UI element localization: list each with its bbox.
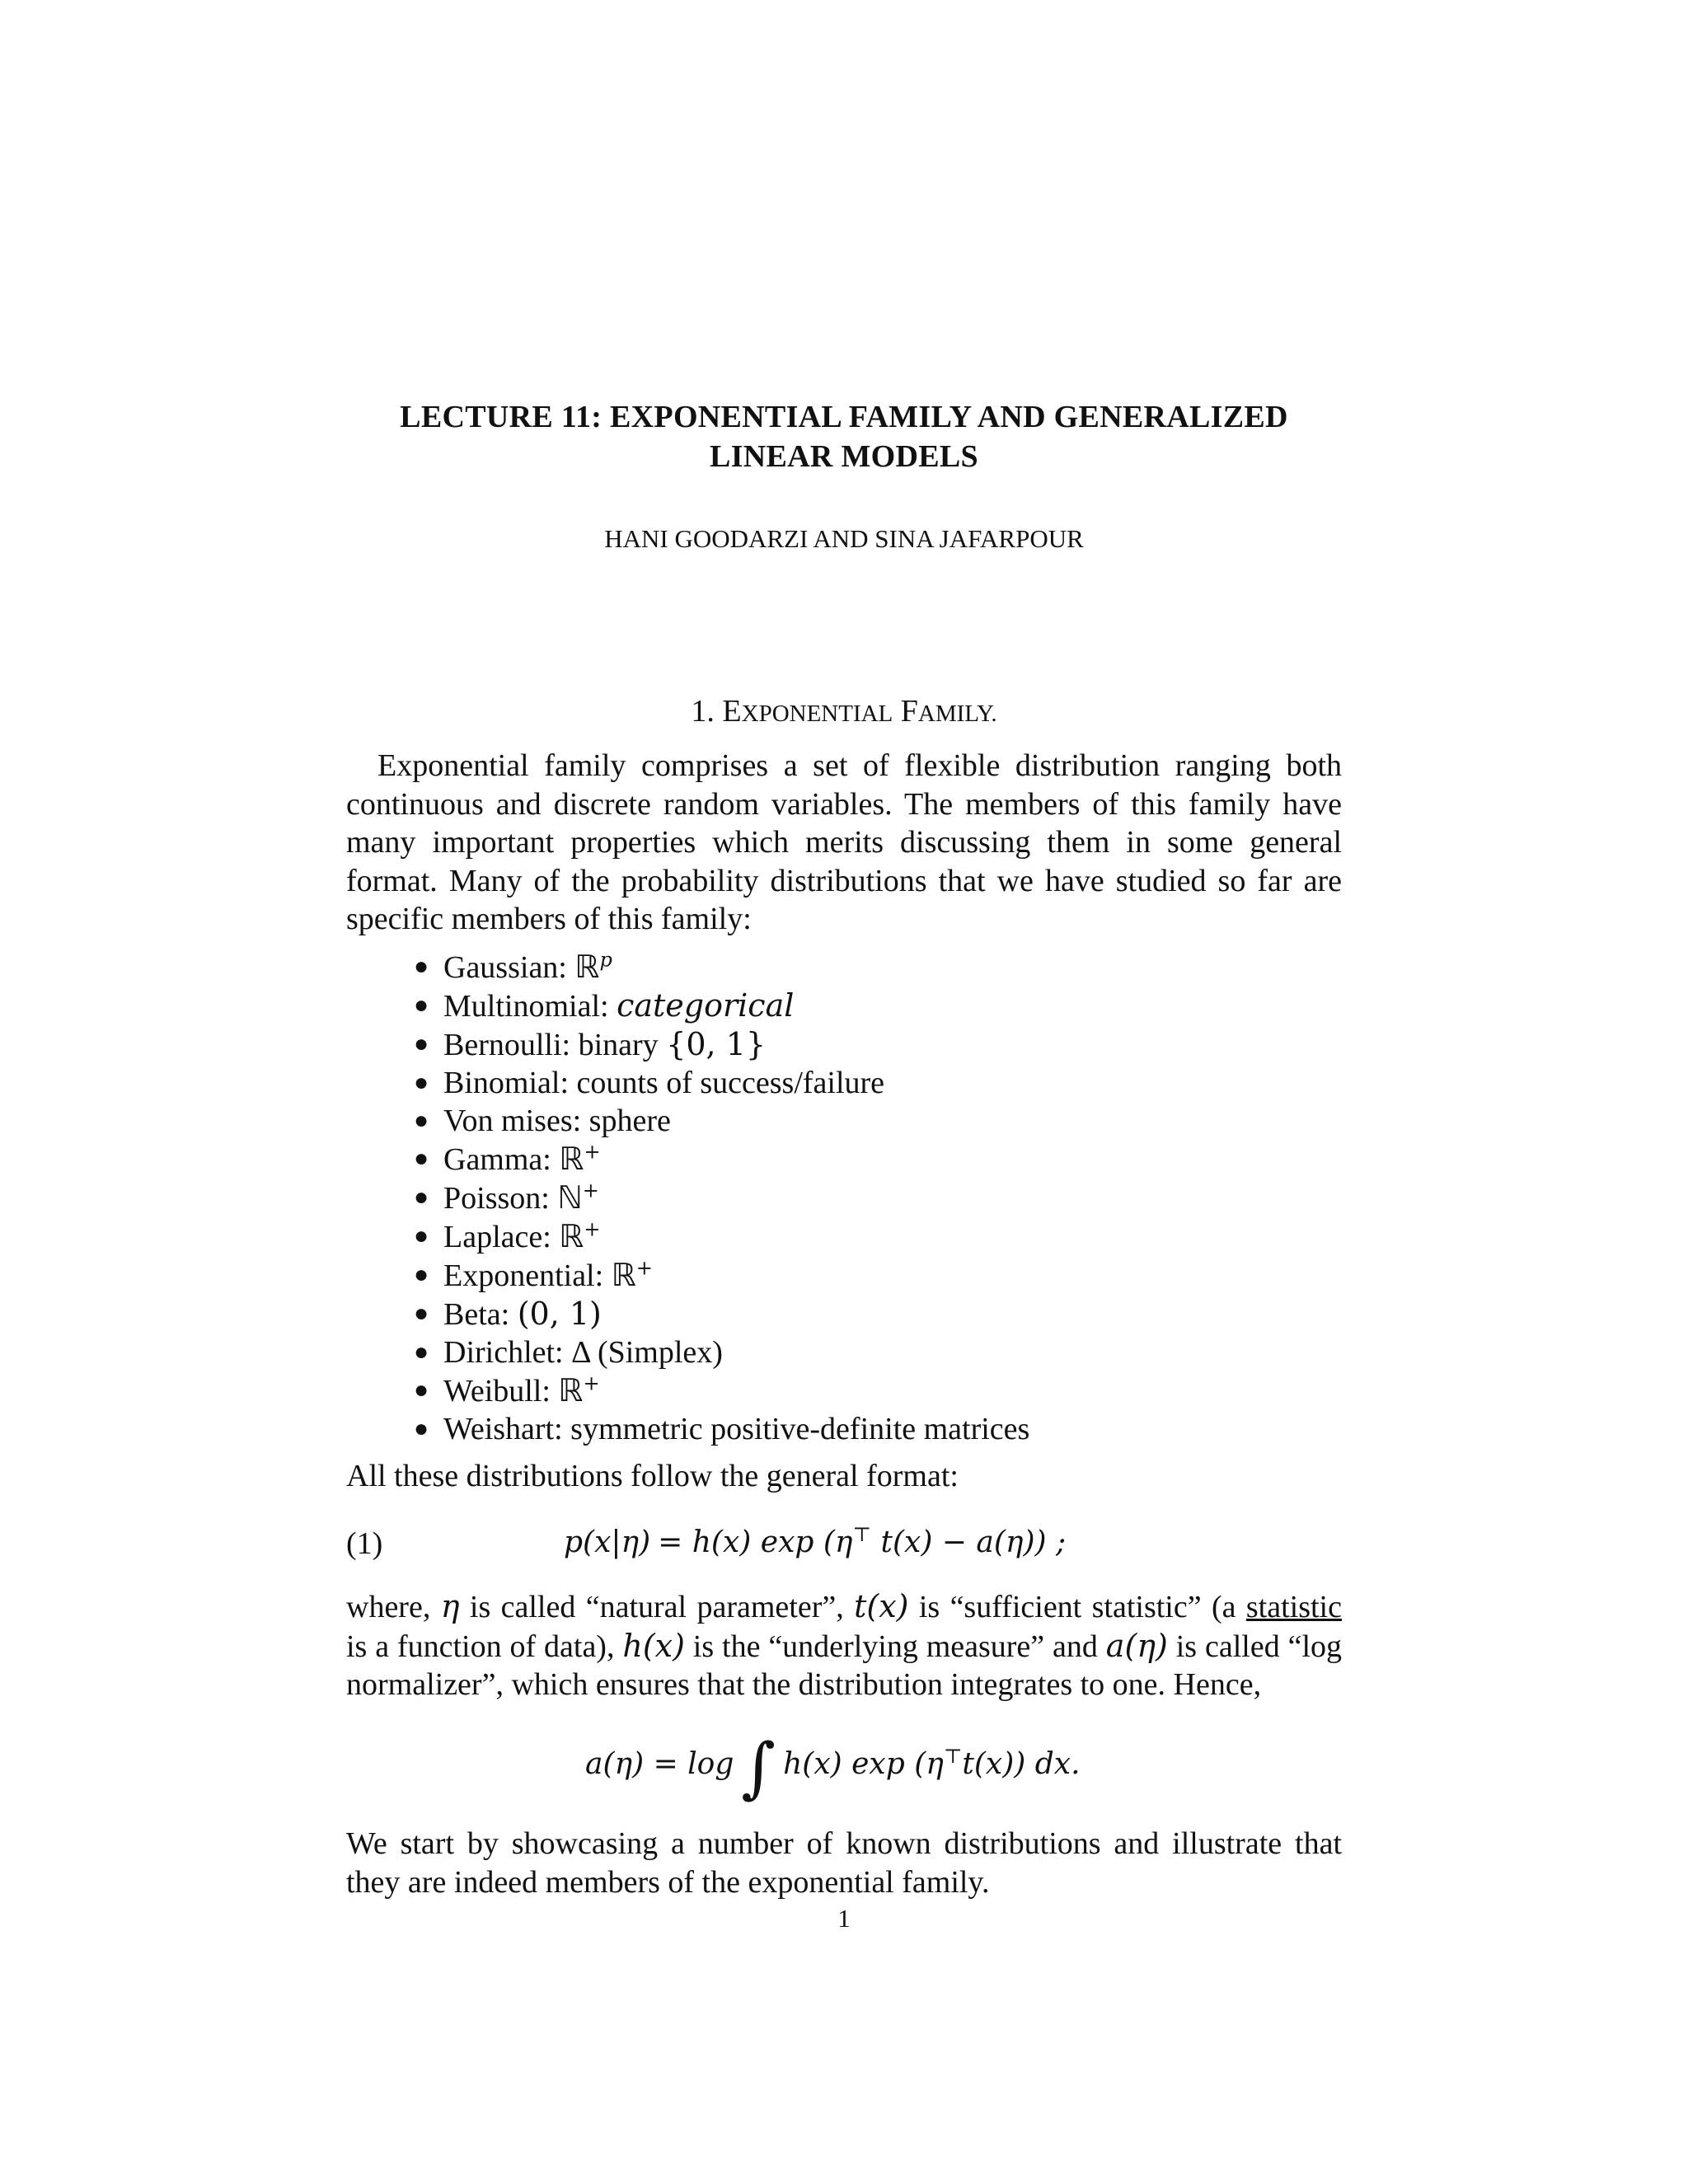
- equation-1-lhs: p(x|η): [564, 1526, 651, 1559]
- list-item: ● Bernoulli: binary {0, 1}: [414, 1026, 767, 1062]
- equation-1-tail: t(x) − a(η)) ;: [871, 1526, 1067, 1559]
- title-line-1: LECTURE 11: EXPONENTIAL FAMILY AND GENERALIZED: [400, 400, 1288, 434]
- equation-1: [564, 1521, 1066, 1563]
- page-content: [346, 0, 1342, 2184]
- list-item: ● Von mises: sphere: [414, 1104, 671, 1138]
- bullet-icon: ●: [414, 1107, 429, 1134]
- title-line-2: LINEAR MODELS: [710, 439, 978, 474]
- list-item: ● Weishart: symmetric positive-definite matrices: [414, 1412, 1030, 1446]
- distribution-list: [414, 948, 1029, 1448]
- list-item: ● Poisson: ℕ+: [414, 1179, 599, 1216]
- general-format-text: All these distributions follow the general format:: [346, 1459, 959, 1493]
- list-item: ● Binomial: counts of success/failure: [414, 1066, 885, 1100]
- bullet-icon: ●: [414, 1069, 429, 1096]
- equation-2-tail: t(x)) dx.: [962, 1747, 1081, 1781]
- bullet-icon: ●: [414, 1338, 429, 1366]
- transpose-symbol: ⊤: [852, 1523, 872, 1546]
- page-number: 1: [837, 1904, 851, 1933]
- section-heading: [346, 692, 1342, 733]
- intro-paragraph: Exponential family comprises a set of flexible distribution ranging both continuous and discrete random variables. The members of this family have many important properties which merits discussing them in some general format. Many of the probability distributions that we have studied so far are specific members of this family:: [346, 748, 1342, 936]
- section-word1-rest: XPONENTIAL: [741, 701, 893, 727]
- list-item: ● Laplace: ℝ+: [414, 1217, 601, 1254]
- bullet-icon: ●: [414, 1376, 429, 1404]
- section-word2-initial: F: [900, 694, 918, 729]
- list-item: ● Dirichlet: Δ (Simplex): [414, 1335, 723, 1370]
- bullet-icon: ●: [414, 1261, 429, 1288]
- list-item: ● Beta: (0, 1): [414, 1296, 602, 1332]
- list-item: ● Weibull: ℝ+: [414, 1371, 600, 1408]
- list-item: ● Exponential: ℝ+: [414, 1256, 653, 1293]
- integral-sign: ∫: [741, 1729, 776, 1806]
- bullet-icon: ●: [414, 1183, 429, 1211]
- bullet-icon: ●: [414, 1415, 429, 1442]
- where-paragraph: where, η is called “natural parameter”, t(x) is “sufficient statistic” (a statistic is a function of data), h(x) is the “underlying measure” and a(η) is called “log normalizer”, which ensures that the distribution integrates to one. Hence,: [346, 1588, 1342, 1702]
- equation-2-lhs: a(η) = log: [585, 1747, 734, 1781]
- statistic-underline: statistic: [1245, 1590, 1342, 1624]
- equation-1-rhs: = h(x) exp (η: [658, 1526, 853, 1559]
- closing-paragraph: We start by showcasing a number of known distributions and illustrate that they are indeed members of the exponential family.: [346, 1826, 1342, 1900]
- paper-title: [346, 397, 1342, 476]
- list-item: ● Multinomial: categorical: [414, 987, 795, 1024]
- equation-number: (1): [346, 1526, 383, 1561]
- bullet-icon: ●: [414, 1300, 429, 1327]
- transpose-symbol-2: ⊤: [943, 1745, 963, 1768]
- section-number: 1.: [691, 694, 715, 729]
- bullet-icon: ●: [414, 953, 429, 980]
- equation-2-body: h(x) exp (η: [783, 1747, 944, 1781]
- bullet-icon: ●: [414, 1145, 429, 1172]
- list-item: ● Gaussian: ℝ$^p$: [414, 948, 612, 985]
- equation-2: [585, 1729, 1081, 1806]
- bullet-icon: ●: [414, 1222, 429, 1249]
- section-word2-rest: AMILY.: [917, 701, 997, 727]
- authors: HANI GOODARZI AND SINA JAFARPOUR: [604, 524, 1084, 553]
- section-word1-initial: E: [722, 694, 742, 729]
- list-item: ● Gamma: ℝ+: [414, 1140, 601, 1177]
- bullet-icon: ●: [414, 1030, 429, 1057]
- bullet-icon: ●: [414, 991, 429, 1019]
